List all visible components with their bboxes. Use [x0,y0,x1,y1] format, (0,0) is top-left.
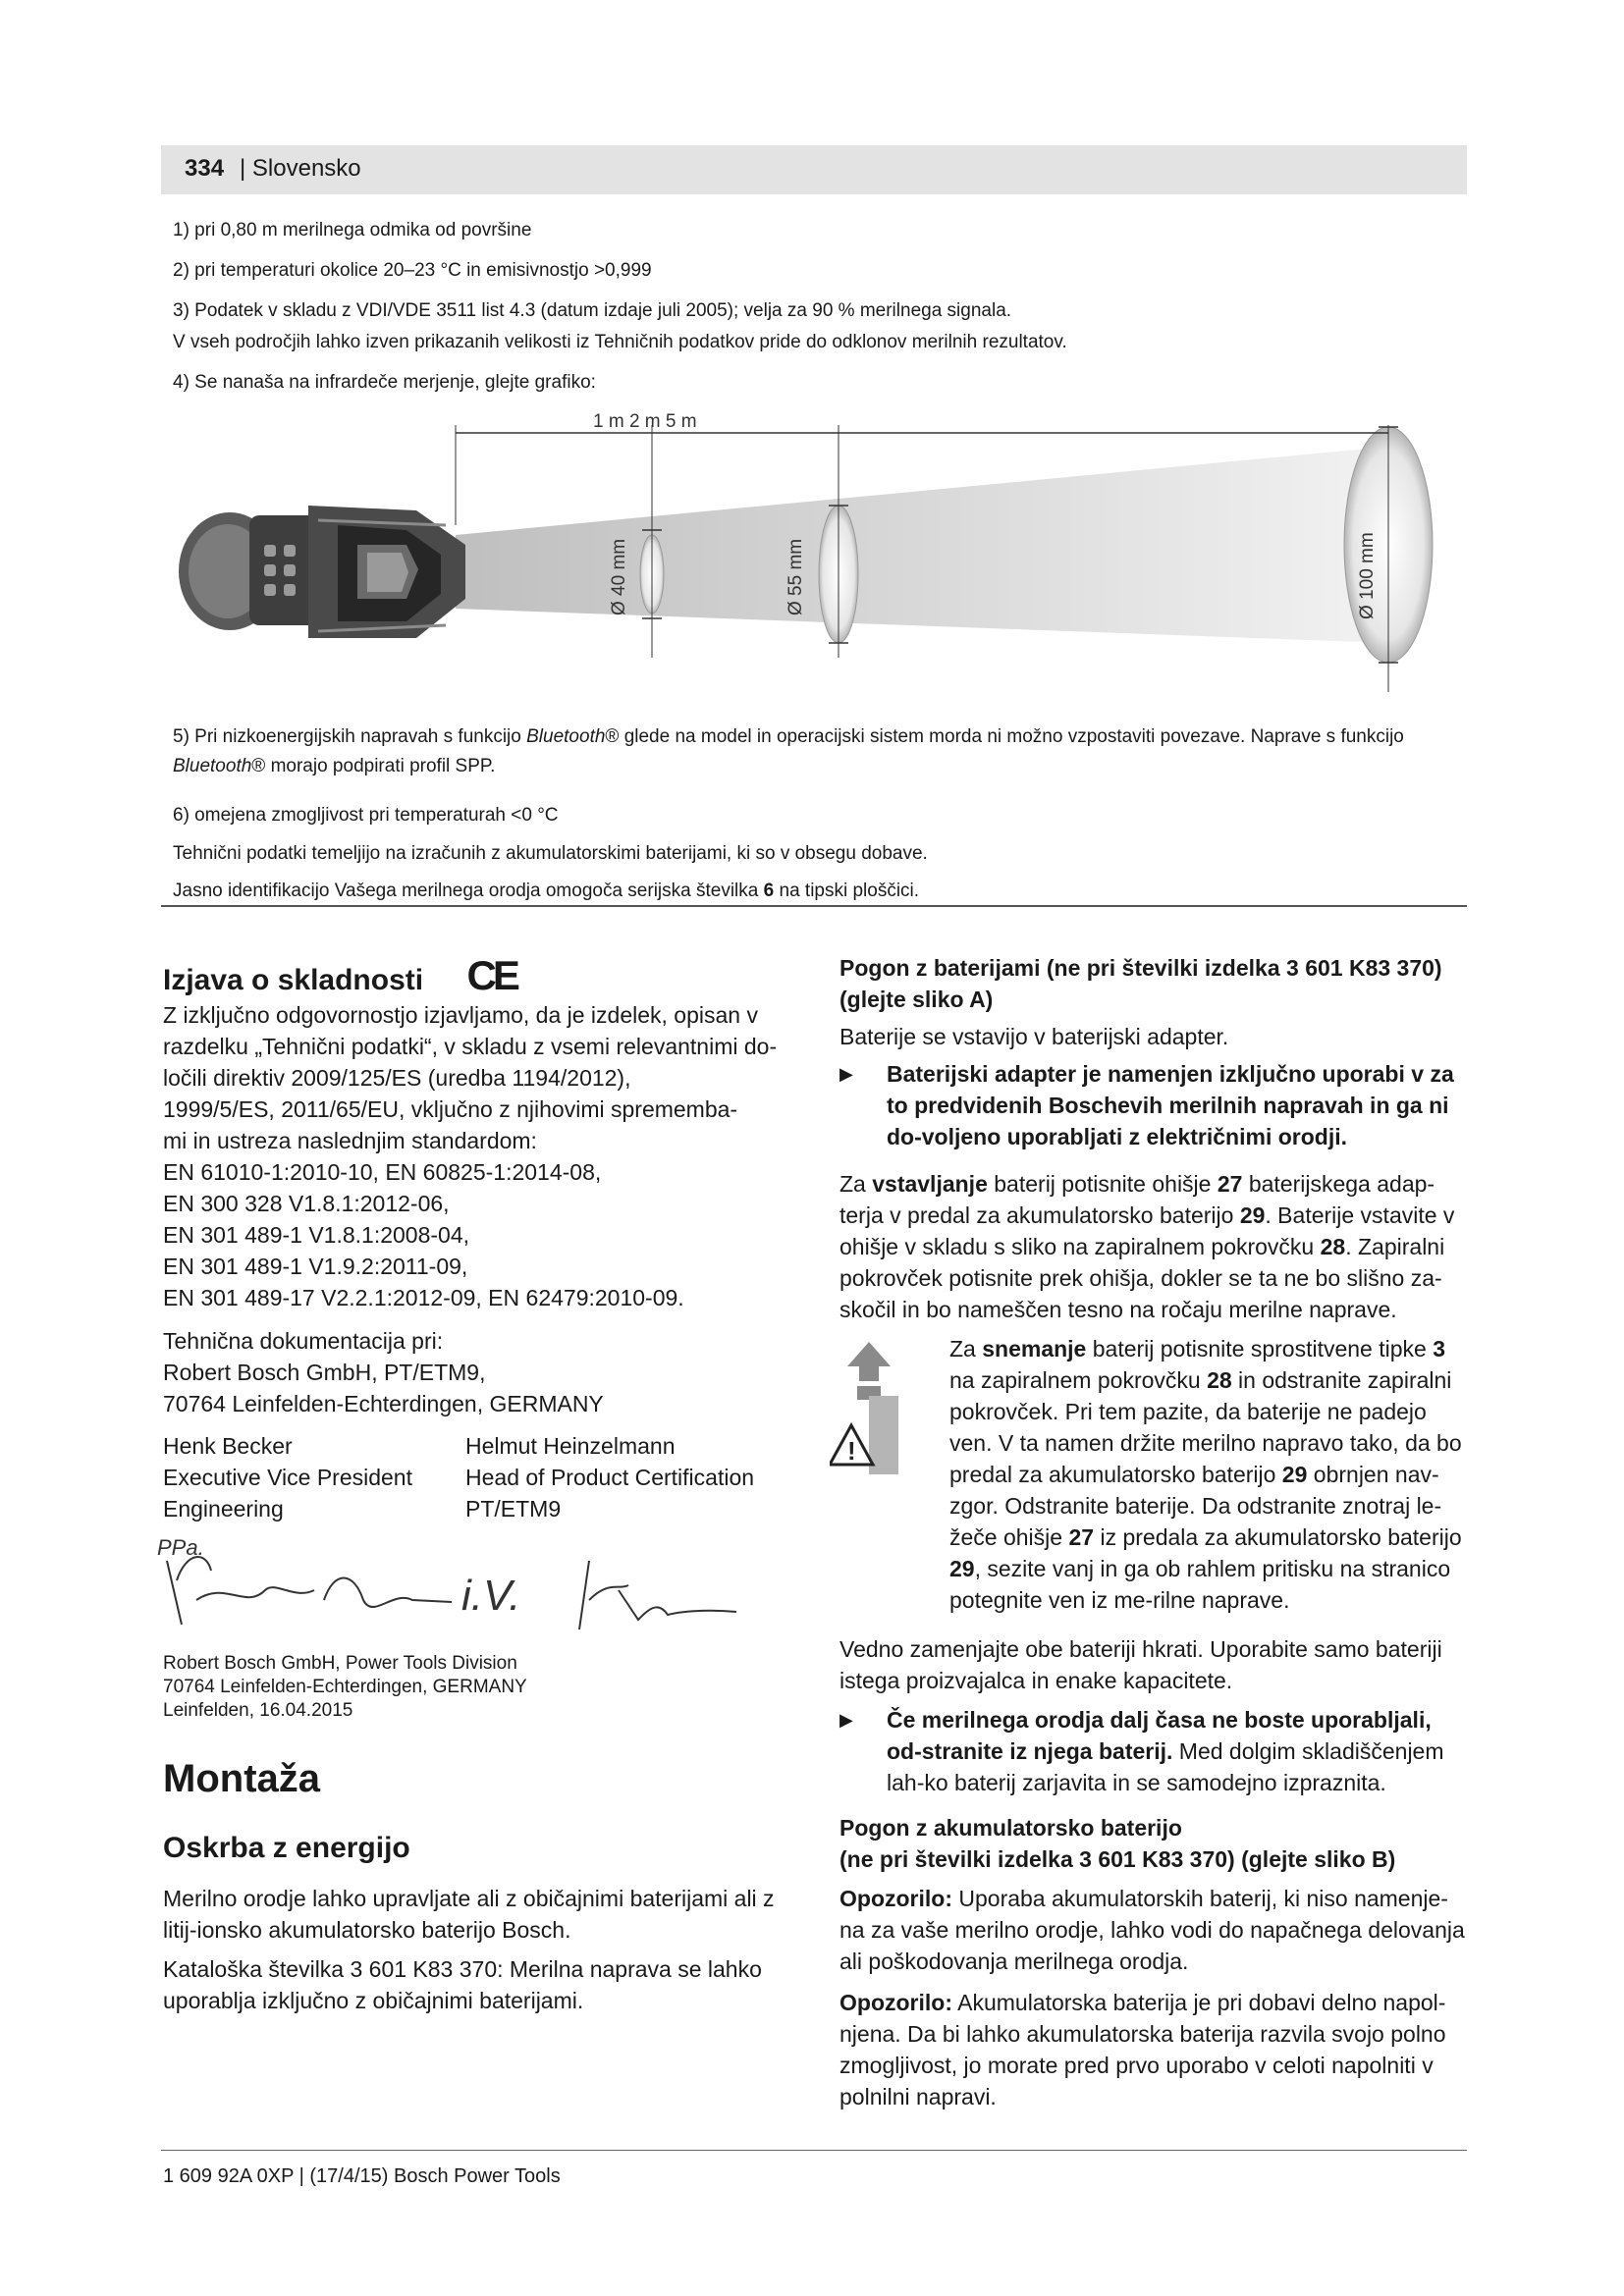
ref-number: 3 [1433,1336,1445,1362]
ref-number: 27 [1068,1524,1095,1550]
fn5-part-b: ® glede na model in operacijski sistem morda ni možno vzpostaviti povezave. Naprave s funkcijo [605,726,1404,747]
decl-line: EN 300 328 V1.8.1:2012-06, [163,1191,450,1216]
ref-number: 27 [1217,1171,1243,1197]
iv-mark: i.V. [461,1572,521,1620]
caution-graphic [830,1337,908,1484]
company-line: Leinfelden, 16.04.2015 [163,1700,353,1721]
footnote-1: 1) pri 0,80 m merilnega odmika od površine [173,220,532,240]
akku-heading-line1: Pogon z akumulatorsko baterijo [839,1815,1182,1841]
txt: baterijskega adap-terja v predal za akumulatorsko baterijo [839,1171,1435,1228]
signatures [157,1531,746,1649]
company-line: Robert Bosch GmbH, Power Tools Division [163,1653,517,1674]
diameter-100: Ø 100 mm [1357,532,1378,619]
exclamation-icon: ! [847,1436,856,1466]
remove-instructions-wrap [949,1333,1468,1616]
ident-number: 6 [763,881,775,901]
warning1-label: Opozorilo: [839,1886,952,1911]
doc-line: Tehnična dokumentacija pri: [163,1328,444,1354]
doc-line: 70764 Leinfelden-Echterdingen, GERMANY [163,1391,604,1416]
bluetooth-term-2: Bluetooth [173,756,252,776]
footnote-2: 2) pri temperaturi okolice 20–23 °C in emisivnostjo >0,999 [173,260,652,281]
bullet2-text [887,1704,1468,1798]
bullet-adapter-warning [839,1058,1468,1152]
warning1-text: Uporaba akumulatorskih baterij, ki niso namenje-na za vaše merilno orodje, lahko vodi do napačnega delovanja ali poškodovanja merilnega orodja. [839,1886,1465,1974]
ppa-mark: PPa. [157,1535,204,1560]
bullet2-bold: Če merilnega orodja dalj časa ne boste uporabljali, od-stranite iz njega baterij. [887,1707,1432,1764]
signature-heinzelmann [579,1561,736,1629]
battery-heading: Pogon z baterijami (ne pri številki izdelka 3 601 K83 370) (glejte sliko A) [839,955,1442,1012]
diameter-55: Ø 55 mm [785,538,806,615]
battery-intro: Baterije se vstavijo v baterijski adapter. [839,1024,1229,1049]
replace-batteries-note: Vedno zamenjajte obe bateriji hkrati. Uporabite samo bateriji istega proizvajalca in enake kapacitete. [839,1636,1442,1693]
page-number: 334 [185,155,225,182]
serial-identification-note [173,879,919,904]
ref-number: 28 [1207,1367,1232,1393]
diameter-40: Ø 40 mm [609,538,629,615]
warning2-text: Akumulatorska baterija je pri dobavi delno napol-njena. Da bi lahko akumulatorska baterija razvila svojo polno zmogljivost, jo morate pred prvo uporabo v celoti napolniti v polnilni napravi. [839,1990,1446,2109]
bullet-storage-warning [839,1704,1468,1798]
txt: , sezite vanj in ga ob rahlem pritisku na stranico potegnite ven iz me-rilne naprave. [949,1556,1451,1613]
section-divider [161,905,1467,907]
txt: in odstranite zapiralni pokrovček. Pri tem pazite, da baterije ne padejo ven. V ta namen držite merilno napravo tako, da bo predal za akumulatorsko baterijo [949,1367,1462,1487]
declaration-title: Izjava o skladnosti [163,964,424,996]
footnote-4: 4) Se nanaša na infrardeče merjenje, glejte grafiko: [173,372,596,393]
technical-data-basis: Tehnični podatki temeljijo na izračunih z akumulatorskimi baterijami, ki so v obsegu dobave. [173,843,928,864]
signer1-dept: Engineering [163,1496,284,1522]
section-title-montaza: Montaža [163,1757,320,1800]
declaration-heading-row [163,952,791,999]
txt: Za [949,1336,983,1362]
ce-mark: CE [466,952,516,998]
txt-bold: vstavljanje [872,1171,988,1197]
txt: na zapiralnem pokrovčku [949,1367,1208,1393]
warning-1 [839,1883,1468,1977]
technical-documentation [163,1325,791,1419]
ref-number: 29 [1281,1462,1308,1487]
txt: Za [839,1171,873,1197]
section-language: | Slovensko [240,155,361,182]
decl-line: razdelku „Tehnični podatki“, v skladu z vsemi relevantnimi do- [163,1034,778,1059]
language-label: Slovensko [251,155,361,182]
warning-2 [839,1987,1468,2112]
footnote-3: 3) Podatek v skladu z VDI/VDE 3511 list 4.3 (datum izdaje juli 2005); velja za 90 % merilnega signala. [173,300,1012,321]
txt: baterij potisnite sprostitvene tipke [1086,1336,1434,1362]
signer1-name: Henk Becker [163,1433,293,1459]
ir-beam [456,447,1388,643]
signer2-title: Head of Product Certification [465,1465,755,1490]
footer-rule [161,2150,1467,2151]
company-line: 70764 Leinfelden-Echterdingen, GERMANY [163,1677,527,1697]
txt: iz predala za akumulatorsko baterijo [1094,1524,1462,1550]
txt: . Zapiralni pokrovček potisnite prek ohišja, dokler se ta ne bo slišno za-skočil in bo nameščen tesno na ročaju merilne naprave. [839,1234,1445,1322]
ref-number: 29 [949,1556,975,1581]
decl-line: mi in ustreza naslednjim standardom: [163,1128,537,1153]
signer1-title: Executive Vice President [163,1465,412,1490]
ref-number: 29 [1239,1202,1266,1228]
decl-line: 1999/5/ES, 2011/65/EU, vključno z njihovimi sprememba- [163,1096,738,1122]
bullet-arrow-icon: ▶ [839,1710,853,1730]
txt: baterij potisnite ohišje [987,1171,1218,1197]
bullet-arrow-icon: ▶ [839,1064,853,1084]
akku-heading-line2: (ne pri številki izdelka 3 601 K83 370) (glejte sliko B) [839,1846,1396,1872]
measuring-tool-illustration [179,506,465,638]
bullet1-text: Baterijski adapter je namenjen izključno uporabi v za to predvidenih Boschevih merilnih napravah in ga ni do-voljeno uporabljati z električnimi orodji. [887,1061,1454,1149]
footnote-3-note: V vseh področjih lahko izven prikazanih velikosti iz Tehničnih podatkov pride do odklonov merilnih rezultatov. [173,332,1067,352]
decl-line: ločili direktiv 2009/125/ES (uredba 1194/2012), [163,1065,631,1091]
ref-number: 28 [1320,1234,1346,1259]
warning2-label: Opozorilo: [839,1990,952,2015]
txt: obrnjen nav-zgor. Odstranite baterije. Da odstranite znotraj le-žeče ohišje [949,1462,1442,1550]
bluetooth-term-1: Bluetooth [526,726,606,747]
txt: . Baterije vstavite v ohišje v skladu s sliko na zapiralnem pokrovčku [839,1202,1455,1259]
doc-line: Robert Bosch GmbH, PT/ETM9, [163,1360,486,1385]
footnote-6: 6) omejena zmogljivost pri temperaturah <0 °C [173,805,559,826]
distances-label: 1 m 2 m 5 m [593,411,697,432]
declaration-text [163,999,791,1313]
decl-line: EN 61010-1:2010-10, EN 60825-1:2014-08, [163,1159,602,1185]
txt-bold: snemanje [982,1336,1087,1362]
fn5-part-a: 5) Pri nizkoenergijskih napravah s funkcijo [173,726,527,747]
signer2-dept: PT/ETM9 [465,1496,562,1522]
akku-heading [839,1812,1468,1875]
signer-2 [465,1430,799,1524]
signer-1 [163,1430,458,1524]
decl-line: EN 301 489-1 V1.8.1:2008-04, [163,1222,470,1248]
oskrba-paragraph-1: Merilno orodje lahko upravljate ali z običajnimi baterijami ali z litij-ionsko akumulatorsko baterijo Bosch. [163,1886,775,1943]
subsection-title-oskrba: Oskrba z energijo [163,1832,410,1864]
ident-part-b: na tipski ploščici. [774,881,920,901]
oskrba-paragraph-2: Kataloška številka 3 601 K83 370: Merilna naprava se lahko uporablja izključno z običajnimi baterijami. [163,1956,762,2013]
signer2-name: Helmut Heinzelmann [465,1433,676,1459]
decl-line: Z izključno odgovornostjo izjavljamo, da je izdelek, opisan v [163,1002,758,1028]
arrow-up-icon [847,1342,891,1381]
decl-line: EN 301 489-1 V1.9.2:2011-09, [163,1254,468,1279]
decl-line: EN 301 489-17 V2.2.1:2012-09, EN 62479:2010-09. [163,1285,684,1310]
insert-instructions [839,1168,1468,1325]
ident-part-a: Jasno identifikacijo Vašega merilnega orodja omogoča serijska številka [173,881,764,901]
fn5-part-c: ® morajo podpirati profil SPP. [251,756,496,776]
infrared-measurement-diagram [161,398,1457,712]
page-header [161,145,1467,194]
bullet2-rest: Med dolgim skladiščenjem lah-ko baterij zarjavita in se samodejno izpraznita. [887,1738,1444,1795]
signature-becker [167,1557,452,1625]
page-footer: 1 609 92A 0XP | (17/4/15) Bosch Power Tools [163,2165,561,2187]
footnote-5 [173,722,1459,781]
company-info [163,1652,791,1723]
